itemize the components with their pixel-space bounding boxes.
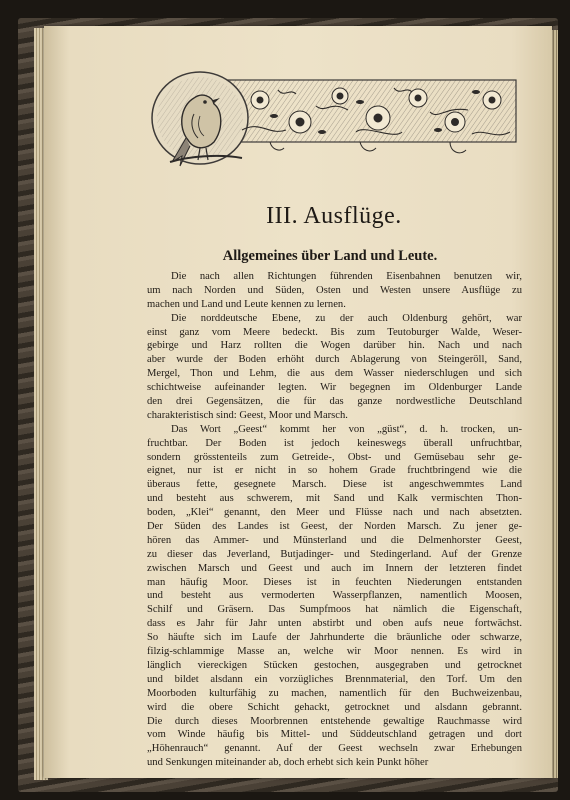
text-line: Der Süden des Landes ist Geest, der Norden Marsch. Zu jener ge- — [147, 521, 522, 533]
text-line: „Höhenrauch“ genannt. Auf der Geest wechseln zwar Erhebungen — [147, 743, 522, 755]
chapter-title: III. Ausflüge. — [266, 203, 402, 229]
text-line: hören das Ammer- und Münsterland und die Delmenhorster Geest, — [147, 534, 522, 546]
text-line: Die nach allen Richtungen führenden Eisenbahnen benutzen wir, — [171, 271, 522, 282]
text-line: Mergel, Thon und Lehm, die aus dem Wasser niederschlugen und sich — [147, 368, 522, 380]
text-line: überaus fette, gesegnete Marsch. Diese ist angeschwemmtes Land — [147, 479, 522, 491]
text-line: man häufig Moor. Dieses ist in feuchten Niederungen entstanden — [147, 576, 522, 588]
text-line: Die durch dieses Moorbrennen entstehende gewaltige Rauchmasse wird — [147, 715, 522, 727]
text-line: und bildet alsdann ein vorzügliches Brennmaterial, den Torf. Um den — [147, 673, 522, 685]
text-line: den drei Gegensätzen, die für das ganze nordwestliche Deutschland — [147, 396, 522, 408]
text-line: dass es Jahr für Jahr unten abstirbt und oben aufs neue fortwächst. — [147, 618, 522, 630]
text-line: sondern grösstenteils zum Getreide-, Obst- und Gemüsebau sehr ge- — [147, 451, 522, 463]
text-line: Die norddeutsche Ebene, zu der auch Oldenburg gehört, war — [171, 312, 522, 324]
text-line: So häufte sich im Laufe der Jahrhunderte die bräunliche oder schwarze, — [147, 632, 522, 644]
text-line: boden, „Klei“ genannt, den Meer und Flüsse nach und nach absetzten. — [147, 507, 522, 519]
text-line: Schilf und Gräsern. Das Sumpfmoos hat nämlich die Eigenschaft, — [147, 604, 522, 616]
text-line: schichtweise aufeinander legten. Wir begegnen im Oldenburger Lande — [147, 382, 522, 394]
text-line: einst ganz vom Meere bedeckt. Bis zum Teutoburger Walde, Weser- — [147, 326, 522, 338]
bird-floral-ornament-icon — [150, 70, 518, 170]
text-line: Moorboden kulturfähig zu machen, namentlich für den Buchweizenbau, — [147, 687, 522, 699]
text-line: machen und Land und Leute kennen zu lernen. — [147, 298, 346, 310]
text-line: zu dieser das Jeverland, Butjadinger- und Stedingerland. Auf der Grenze — [147, 548, 522, 560]
text-line: filzig-schlammige Masse an, welche wir Moor nennen. Es wird in — [147, 646, 522, 658]
text-line: vom Winde häufig bis Mittel- und Süddeutschland getragen und dort — [147, 729, 522, 741]
text-line: und besteht aus vermoderten Wasserpflanzen, namentlich Moosen, — [147, 590, 522, 602]
text-line: eignet, nur ist er nicht in so hohem Grade fruchtbringend wie die — [147, 465, 522, 477]
text-line: aber wurde der Boden erhöht durch Ablagerung von Steingeröll, Sand, — [147, 354, 522, 366]
text-line: Das Wort „Geest“ kommt her von „güst“, d. h. trocken, un- — [171, 423, 522, 435]
text-line: fruchtbar. Der Boden ist jedoch keineswegs überall unfruchtbar, — [147, 437, 522, 449]
text-line: wird die obere Schicht gehackt, getrocknet und alsdann gebrannt. — [147, 701, 522, 713]
text-line: und Senkungen miteinander ab, doch erhebt sich kein Punkt höher — [147, 757, 429, 769]
text-line: um nach Norden und Süden, Osten und Westen unsere Ausflüge zu — [147, 284, 522, 296]
text-line: gebirge und Harz rollten die Wogen darüber hin. Nach und nach — [147, 340, 522, 352]
text-line: länglich viereckigen Stücken gestochen, ausgegraben und getrocknet — [147, 659, 522, 671]
text-line: zwischen Marsch und Geest und auch im Innern der letzteren findet — [147, 562, 522, 574]
text-line: charakteristisch sind: Geest, Moor und Marsch. — [147, 409, 348, 421]
body-text — [147, 270, 522, 770]
section-heading: Allgemeines über Land und Leute. — [222, 248, 438, 264]
text-line: und besteht aus schwerem, mit Sand und Kalk vermischten Thon- — [147, 493, 522, 505]
